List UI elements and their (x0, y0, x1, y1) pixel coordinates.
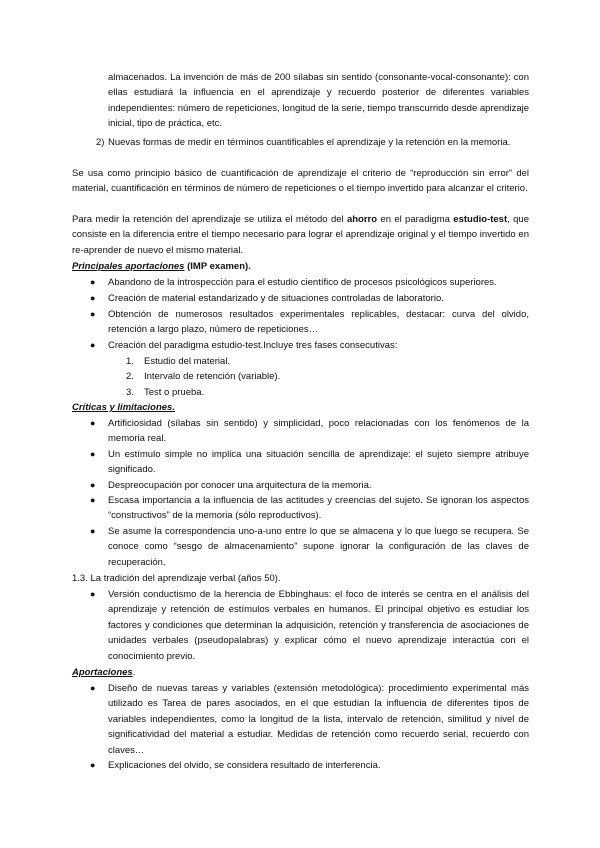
heading-aportaciones-label: Aportaciones (72, 667, 133, 678)
list-item: Abandono de la introspección para el estudio científico de procesos psicológicos superiores. (108, 277, 497, 288)
para2-middle: en el paradigma (377, 214, 454, 225)
list-item: Creación de material estandarizado y de situaciones controladas de laboratorio. (108, 293, 444, 304)
bullet-icon: ● (90, 589, 96, 599)
section-heading-1-3: 1.3. La tradición del aprendizaje verbal (años 50). (72, 573, 281, 584)
list-item: Diseño de nuevas tareas y variables (extensión metodológica): procedimiento experimental más utilizado es Tarea de pares asociados, en el que estudian la influencia de diferentes tipos de variables independientes, como la longitud de la lista, intervalo de retención, similitud y nivel de significatividad del material a estudiar. Medidas de retención como recuerdo serial, recuerdo con claves… (108, 683, 529, 756)
phase-text: Test o prueba. (144, 387, 205, 398)
para2-before: Para medir la retención del aprendizaje se utiliza el método del (72, 214, 347, 225)
heading-note-open: ( (184, 261, 191, 272)
phase-number: 2. (126, 371, 134, 382)
para2-bold-estudio-test: estudio-test (453, 214, 508, 225)
bullet-icon: ● (90, 480, 96, 490)
phase-number: 3. (126, 387, 134, 398)
item2-paragraph: Nuevas formas de medir en términos cuantificables el aprendizaje y la retención en la memoria. (108, 137, 511, 148)
heading-principales-aportaciones (72, 259, 529, 274)
list-item: Explicaciones del olvido, se considera resultado de interferencia. (108, 760, 381, 771)
bullet-icon: ● (90, 340, 96, 350)
paragraph-ahorro-text (72, 212, 529, 258)
heading-label: Principales aportaciones (72, 261, 185, 272)
bullet-icon: ● (90, 760, 96, 770)
bullet-icon: ● (90, 418, 96, 428)
item2-text (108, 135, 529, 150)
phase-text: Estudio del material. (144, 356, 231, 367)
list-item: Escasa importancia a la influencia de las actitudes y creencias del sujeto. Se ignoran los aspectos “constructivos” de la memoria (sólo reproductivos). (108, 495, 529, 522)
heading-note-close: ). (245, 261, 251, 272)
list-item: Creación del paradigma estudio-test.Incluye tres fases consecutivas: (108, 340, 398, 351)
bullet-icon: ● (90, 309, 96, 319)
bullet-icon: ● (90, 683, 96, 693)
list-item: Obtención de numerosos resultados experimentales replicables, destacar: curva del olvido, retención a largo plazo, número de repeticiones… (108, 309, 529, 336)
phase-number: 1. (126, 356, 134, 367)
continuation-text: almacenados. La invención de más de 200 sílabas sin sentido (consonante-vocal-consonante): con ellas estudiará la influencia en el aprendizaje y recuerdo posterior de diferentes variables independientes: número de repeticiones, longitud de la serie, tiempo transcurrido desde aprendizaje inicial, tipo de práctica, etc. (108, 72, 529, 130)
heading-aportaciones-dot: . (132, 667, 136, 678)
paragraph-ahorro (72, 212, 529, 258)
list-item: Despreocupación por conocer una arquitectura de la memoria. (108, 480, 372, 491)
paragraph-criterion-text: Se usa como principio básico de cuantificación de aprendizaje el criterio de “reproducción sin error” del material, cuantificación en términos de número de repeticiones o el tiempo invertido para alcanzar el criterio. (72, 168, 529, 195)
heading-note: IMP examen (190, 261, 246, 272)
continuation-paragraph (108, 70, 529, 132)
bullet-icon: ● (90, 277, 96, 287)
paragraph-criterion (72, 166, 529, 197)
list-item: Se asume la correspondencia uno-a-uno entre lo que se almacena y lo que luego se recupera. Se conoce como “sesgo de almacenamiento” supone ignorar la configuración de las claves de recuperación. (108, 526, 529, 568)
heading-aportaciones (72, 665, 529, 680)
item-number: 2) (96, 137, 105, 148)
heading-criticas (72, 400, 529, 415)
bullet-icon: ● (90, 293, 96, 303)
bullet-icon: ● (90, 526, 96, 536)
bullet-icon: ● (90, 495, 96, 505)
list-item: Artificiosidad (sílabas sin sentido) y simplicidad, poco relacionadas con los fenómenos de la memoria real. (108, 418, 529, 445)
list-item: Versión conductismo de la herencia de Ebbinghaus: el foco de interés se centra en el análisis del aprendizaje y retención de estímulos verbales en humanos. El principal objetivo es estudiar los factores y condiciones que determinan la adquisición, retención y transferencia de asociaciones de unidades verbales (pseudopalabras) y explicar cómo el nuevo aprendizaje interactúa con el conocimiento previo. (108, 589, 529, 662)
heading-criticas-label: Críticas y limitaciones. (72, 402, 175, 413)
bullet-icon: ● (90, 449, 96, 459)
para2-bold-ahorro: ahorro (346, 214, 378, 225)
para2-after: , que consiste en la diferencia entre el tiempo necesario para lograr el aprendizaje original y el tiempo invertido en re-aprender de nuevo el mismo material. (72, 214, 529, 256)
list-item: Un estímulo simple no implica una situación sencilla de aprendizaje: el sujeto siempre atribuye significado. (108, 449, 529, 476)
phase-text: Intervalo de retención (variable). (144, 371, 281, 382)
